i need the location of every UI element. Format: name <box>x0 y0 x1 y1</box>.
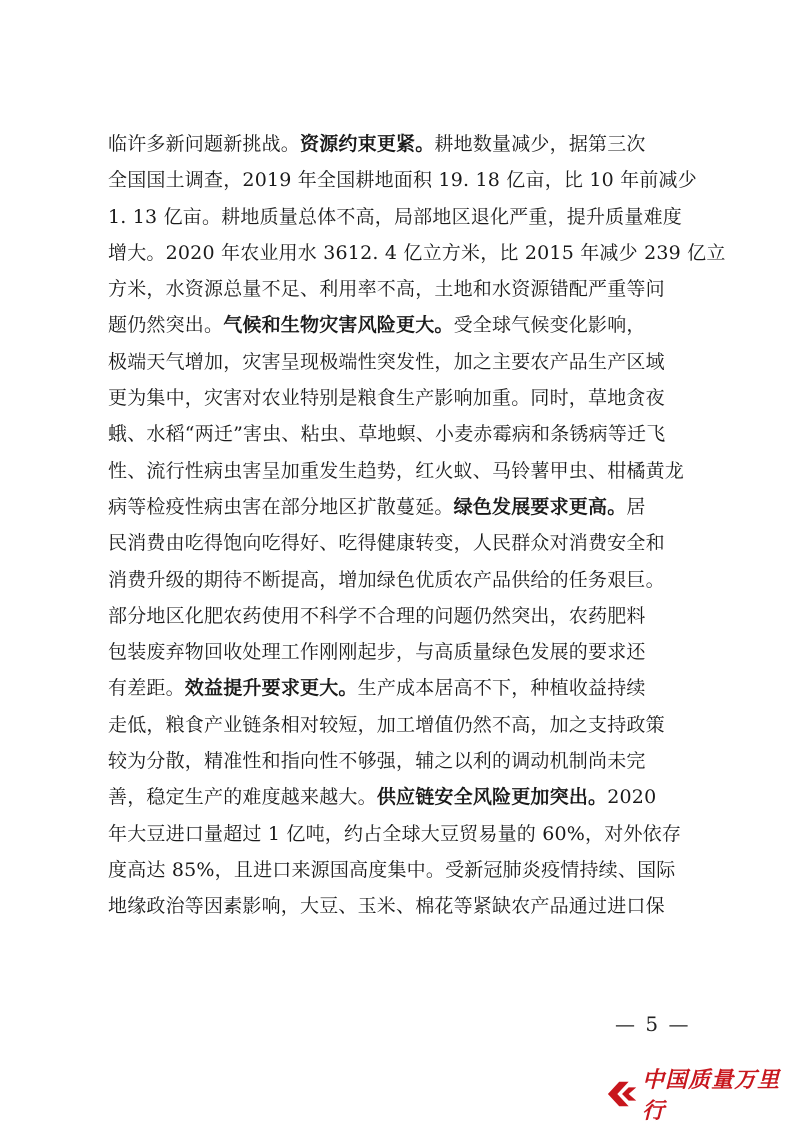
text-line <box>108 634 692 670</box>
text-segment: 地缘政治等因素影响，大豆、玉米、棉花等紧缺农产品通过进口保 <box>108 895 665 918</box>
text-segment: 居 <box>626 495 646 518</box>
text-segment: 性、流行性病虫害呈加重发生趋势，红火蚁、马铃薯甲虫、柑橘黄龙 <box>108 459 685 482</box>
text-line <box>108 852 692 888</box>
text-line <box>108 816 692 852</box>
text-segment: 全国国土调查，2019 年全国耕地面积 19. 18 亿亩，比 10 年前减少 <box>108 169 697 192</box>
watermark <box>606 1068 794 1124</box>
text-segment: 民消费由吃得饱向吃得好、吃得健康转变，人民群众对消费安全和 <box>108 532 665 555</box>
text-line <box>108 525 692 561</box>
body-text <box>108 126 726 925</box>
text-line <box>108 888 692 924</box>
text-segment: 善，稳定生产的难度越来越大。 <box>108 786 377 809</box>
text-segment: 极端天气增加，灾害呈现极端性突发性，加之主要农产品生产区域 <box>108 350 665 373</box>
text-segment: 病等检疫性病虫害在部分地区扩散蔓延。 <box>108 495 454 518</box>
text-line <box>108 779 692 815</box>
text-line <box>108 380 692 416</box>
text-line <box>108 562 692 598</box>
text-segment: 受全球气候变化影响， <box>453 314 646 337</box>
text-segment: 更为集中，灾害对农业特别是粮食生产影响加重。同时，草地贪夜 <box>108 387 665 410</box>
bold-heading-phrase: 效益提升要求更大。 <box>184 677 358 700</box>
text-line <box>108 489 692 525</box>
text-segment: 增大。2020 年农业用水 3612. 4 亿立方米，比 2015 年减少 239 亿立 <box>108 241 726 264</box>
text-segment: 耕地数量减少，据第三次 <box>434 133 646 155</box>
bold-heading-phrase: 气候和生物灾害风险更大。 <box>223 314 454 337</box>
bold-heading-phrase: 资源约束更紧。 <box>300 133 435 155</box>
text-line <box>108 199 692 235</box>
text-segment: 部分地区化肥农药使用不科学不合理的问题仍然突出，农药肥料 <box>108 604 646 627</box>
text-line <box>108 743 692 779</box>
brand-logo-icon <box>606 1079 638 1109</box>
text-segment: 消费升级的期待不断提高，增加绿色优质农产品供给的任务艰巨。 <box>108 568 665 591</box>
text-segment: 2020 <box>607 786 657 809</box>
page-number: — 5 — <box>615 1012 691 1036</box>
text-line <box>108 453 692 489</box>
text-segment: 生产成本居高不下，种植收益持续 <box>357 677 646 700</box>
text-segment: 年大豆进口量超过 1 亿吨，约占全球大豆贸易量的 60%，对外依存 <box>108 822 682 845</box>
text-segment: 走低，粮食产业链条相对较短，加工增值仍然不高，加之支持政策 <box>108 713 665 736</box>
text-line <box>108 598 692 634</box>
text-segment: 蛾、水稻“两迁”害虫、粘虫、草地螟、小麦赤霉病和条锈病等迁飞 <box>108 423 666 446</box>
text-segment: 包装废弃物回收处理工作刚刚起步，与高质量绿色发展的要求还 <box>108 641 646 664</box>
text-line <box>108 235 726 271</box>
text-line <box>108 307 692 343</box>
text-segment: 1. 13 亿亩。耕地质量总体不高，局部地区退化严重，提升质量难度 <box>108 205 682 228</box>
bold-heading-phrase: 供应链安全风险更加突出。 <box>376 786 608 809</box>
text-line <box>108 271 692 307</box>
text-line <box>108 126 692 162</box>
watermark-text: 中国质量万里行 <box>642 1068 781 1124</box>
text-segment: 较为分散，精准性和指向性不够强，辅之以利的调动机制尚未完 <box>108 750 646 773</box>
bold-heading-phrase: 绿色发展要求更高。 <box>453 495 627 518</box>
text-line <box>108 707 692 743</box>
text-segment: 题仍然突出。 <box>108 314 224 337</box>
text-line <box>108 344 692 380</box>
text-segment: 度高达 85%，且进口来源国高度集中。受新冠肺炎疫情持续、国际 <box>108 858 676 881</box>
text-line <box>108 416 692 452</box>
text-segment: 临许多新问题新挑战。 <box>108 133 301 155</box>
text-line <box>108 162 697 198</box>
text-segment: 方米，水资源总量不足、利用率不高，土地和水资源错配严重等问 <box>108 278 665 301</box>
text-line <box>108 670 692 706</box>
text-segment: 有差距。 <box>108 677 185 700</box>
